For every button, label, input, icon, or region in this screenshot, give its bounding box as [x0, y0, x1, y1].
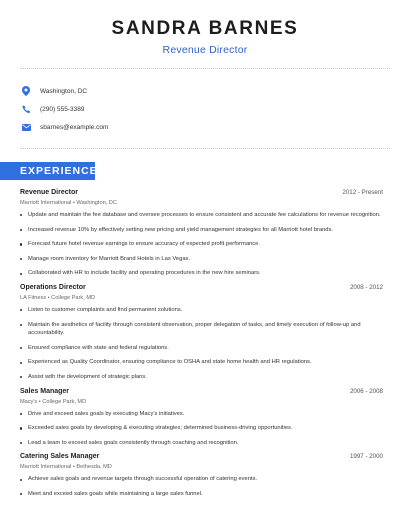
- map-pin-icon: [20, 85, 32, 97]
- job-title: Sales Manager: [20, 387, 70, 395]
- experience-heading-label: EXPERIENCE: [20, 165, 98, 177]
- job-bullet: Assist with the development of strategic plans.: [20, 373, 383, 382]
- job-title: Revenue Director: [20, 189, 78, 196]
- job-bullet: Listen to customer complaints and find permanent solutions.: [20, 306, 383, 315]
- job-bullet: Update and maintain the fee database and oversee processes to ensure consistent and accurate fee calculations for revenue recognition.: [20, 211, 383, 220]
- candidate-title: Revenue Director: [162, 44, 248, 56]
- job-title: Operations Director: [20, 283, 86, 291]
- phone-text: (290) 555-3389: [40, 105, 85, 113]
- contact-info: [20, 82, 108, 136]
- job-company: LA Fitness • College Park, MD: [20, 294, 96, 301]
- job-bullet: Lead a team to exceed sales goals consistently through coaching and recognition.: [20, 439, 383, 448]
- email-text[interactable]: sbarnes@example.com: [40, 123, 109, 131]
- divider: [20, 148, 390, 149]
- contact-location: [20, 82, 108, 100]
- job-bullet: Drive and exceed sales goals by executing Macy's initiatives.: [20, 410, 383, 419]
- job-bullet: Increased revenue 10% by effectively setting new pricing and yield management strategies for all Marriott hotel brands.: [20, 226, 383, 235]
- job-company: Marriott International • Bethesda, MD: [20, 464, 112, 471]
- job-bullet: Ensured compliance with state and federal regulations.: [20, 344, 383, 353]
- job-entry: [20, 388, 383, 448]
- job-bullet: Collaborated with HR to include facility and operating procedures in the new hire seminars.: [20, 269, 383, 278]
- job-dates: 2008 - 2012: [349, 283, 383, 291]
- job-bullet: Exceeded sales goals by developing & executing strategies; determined business-driving opportunities.: [20, 424, 383, 433]
- job-dates: 1997 - 2000: [349, 453, 383, 461]
- job-dates: 2006 - 2008: [349, 387, 383, 395]
- contact-email[interactable]: [20, 118, 108, 136]
- job-company: Marriott International • Washington, DC: [20, 200, 117, 206]
- job-dates: 2012 - Present: [342, 189, 383, 196]
- experience-list: [20, 189, 383, 499]
- job-bullet: Forecast future hotel revenue earnings to ensure accuracy of expected profit performance.: [20, 240, 383, 249]
- job-entry: [20, 189, 383, 278]
- job-bullet: Meet and exceed sales goals while maintaining a large sales funnel.: [20, 490, 383, 499]
- phone-icon: [20, 103, 32, 115]
- job-bullet: Manage room inventory for Marriott Brand Hotels in Las Vegas.: [20, 255, 383, 264]
- job-bullet: Achieve sales goals and revenue targets through successful operation of catering events.: [20, 475, 383, 484]
- job-title: Catering Sales Manager: [20, 453, 100, 461]
- contact-phone: [20, 100, 108, 118]
- experience-heading: [0, 162, 98, 180]
- location-text: Washington, DC: [40, 87, 88, 95]
- candidate-name: SANDRA BARNES: [111, 18, 299, 39]
- resume-header: [0, 0, 410, 56]
- job-entry: [20, 453, 383, 498]
- job-bullet: Maintain the aesthetics of facility through consistent observation, proper delegation of tasks, and timely execution of follow-up and accountability.: [20, 321, 383, 338]
- job-bullet: Experienced as Quality Coordinator, ensuring compliance to OSHA and state home health and HR regulations.: [20, 358, 383, 367]
- job-entry: [20, 284, 383, 382]
- envelope-icon: [20, 121, 32, 133]
- divider: [20, 68, 390, 69]
- job-company: Macy's • College Park, MD: [20, 398, 87, 405]
